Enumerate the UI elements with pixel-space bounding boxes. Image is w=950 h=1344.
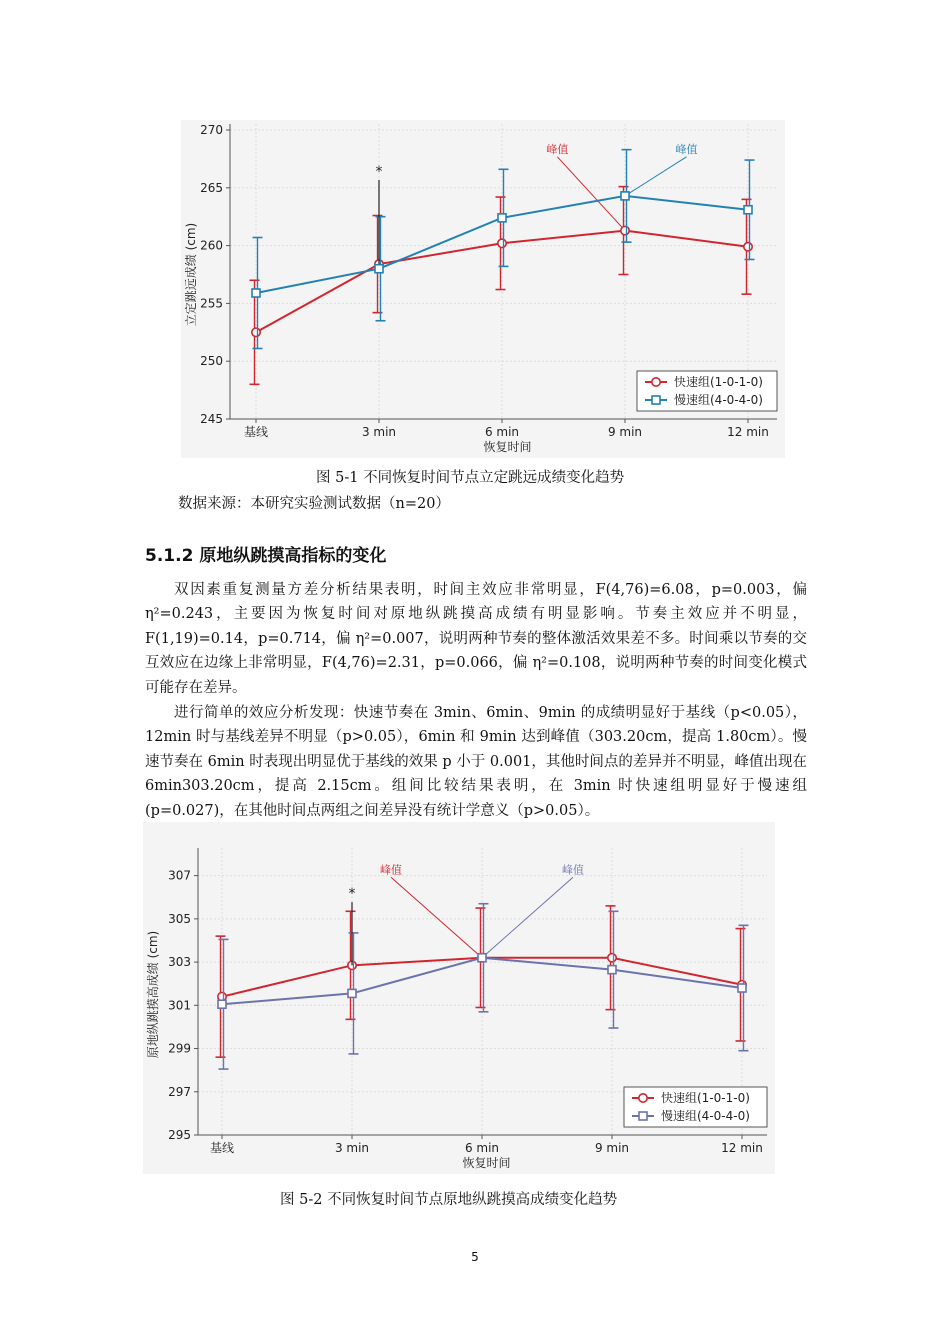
data-point	[608, 966, 616, 974]
data-point	[252, 289, 260, 297]
data-point	[498, 239, 506, 247]
data-point	[621, 226, 629, 234]
y-axis-label: 立定跳远成绩 (cm)	[184, 222, 198, 327]
x-tick-label: 基线	[209, 1141, 235, 1155]
data-point	[252, 328, 260, 336]
x-tick-label: 6 min	[464, 1141, 500, 1155]
data-point	[478, 954, 486, 962]
legend-label: 快速组(1-0-1-0)	[674, 375, 763, 389]
figure-caption: 图 5-1 不同恢复时间节点立定跳远成绩变化趋势	[316, 470, 625, 486]
legend-marker	[639, 1094, 647, 1102]
annotation-label: 峰值	[380, 863, 402, 877]
x-tick-label: 12 min	[727, 425, 769, 439]
y-tick-label: 301	[168, 998, 191, 1013]
x-tick-label: 6 min	[484, 425, 520, 439]
data-point	[621, 192, 629, 200]
y-tick-label: 305	[168, 911, 191, 926]
data-point	[744, 206, 752, 214]
y-tick-label: 307	[168, 868, 191, 883]
annotation-arrow	[557, 157, 625, 231]
figure-5-2-chart	[143, 822, 775, 1174]
page-number: 5	[471, 1250, 479, 1264]
y-tick-label: 265	[200, 180, 223, 195]
data-point	[348, 989, 356, 997]
figure-caption: 图 5-2 不同恢复时间节点原地纵跳摸高成绩变化趋势	[280, 1192, 618, 1208]
data-point	[375, 265, 383, 273]
x-tick-label: 9 min	[607, 425, 643, 439]
data-point	[498, 214, 506, 222]
data-source-note: 数据来源：本研究实验测试数据（n=20）	[178, 496, 450, 512]
x-tick-label: 3 min	[361, 425, 397, 439]
data-point	[218, 1000, 226, 1008]
data-point	[744, 243, 752, 251]
legend-label: 慢速组(4-0-4-0)	[661, 1109, 750, 1123]
significance-marker: *	[375, 163, 383, 180]
legend-marker	[639, 1112, 647, 1120]
y-tick-label: 299	[168, 1041, 191, 1056]
legend-marker	[652, 378, 660, 386]
paragraph: 进行简单的效应分析发现：快速节奏在 3min、6min、9min 的成绩明显好于基线（p<0.05），12min 时与基线差异不明显（p>0.05），6min 和 9min 达到峰值（303.20cm，提高 1.80cm）。慢速节奏在 6min 时表现出明显优于基线的效果 p 小于 0.001，其他时间点的差异并不明显，峰值出现在 6min303.20cm，提高 2.15cm。组间比较结果表明，在 3min 时快速组明显好于慢速组(p=0.027)，在其他时间点两组之间差异没有统计学意义（p>0.05）。	[145, 704, 807, 819]
legend-marker	[652, 396, 660, 404]
annotation-label: 峰值	[675, 142, 698, 156]
y-axis-label: 原地纵跳摸高成绩 (cm)	[146, 930, 160, 1059]
y-tick-label: 295	[168, 1128, 191, 1142]
section-heading: 5.1.2 原地纵跳摸高指标的变化	[145, 546, 387, 566]
figure-5-1-chart	[181, 120, 785, 458]
y-tick-label: 270	[200, 123, 223, 137]
chart-svg	[143, 822, 775, 1174]
y-tick-label: 260	[200, 238, 223, 253]
annotation-label: 峰值	[546, 142, 569, 156]
annotation-arrow	[482, 877, 573, 957]
y-tick-label: 297	[168, 1084, 191, 1099]
annotation-arrow	[625, 157, 687, 196]
annotation-arrow	[391, 877, 482, 957]
data-point	[738, 984, 746, 992]
significance-marker: *	[348, 886, 356, 903]
annotation-label: 峰值	[562, 863, 584, 877]
paragraph: 双因素重复测量方差分析结果表明，时间主效应非常明显，F(4,76)=6.08，p=0.003，偏 η²=0.243，主要因为恢复时间对原地纵跳摸高成绩有明显影响。节奏主效应并不明显，F(1,19)=0.14，p=0.714，偏 η²=0.007，说明两种节奏的整体激活效果差不多。时间乘以节奏的交互效应在边缘上非常明显，F(4,76)=2.31，p=0.066，偏 η²=0.108，说明两种节奏的时间变化模式可能存在差异。	[145, 581, 807, 696]
legend-label: 慢速组(4-0-4-0)	[674, 393, 763, 407]
x-axis-label: 恢复时间	[462, 1156, 511, 1170]
y-tick-label: 245	[200, 412, 223, 426]
y-tick-label: 250	[200, 354, 223, 369]
y-tick-label: 303	[168, 955, 191, 970]
x-tick-label: 基线	[243, 425, 269, 439]
x-tick-label: 3 min	[334, 1141, 370, 1155]
x-tick-label: 9 min	[594, 1141, 630, 1155]
x-tick-label: 12 min	[721, 1141, 763, 1155]
chart-svg	[181, 120, 785, 458]
legend-label: 快速组(1-0-1-0)	[661, 1091, 750, 1105]
x-axis-label: 恢复时间	[483, 440, 532, 454]
data-point	[608, 954, 616, 962]
y-tick-label: 255	[200, 296, 223, 311]
